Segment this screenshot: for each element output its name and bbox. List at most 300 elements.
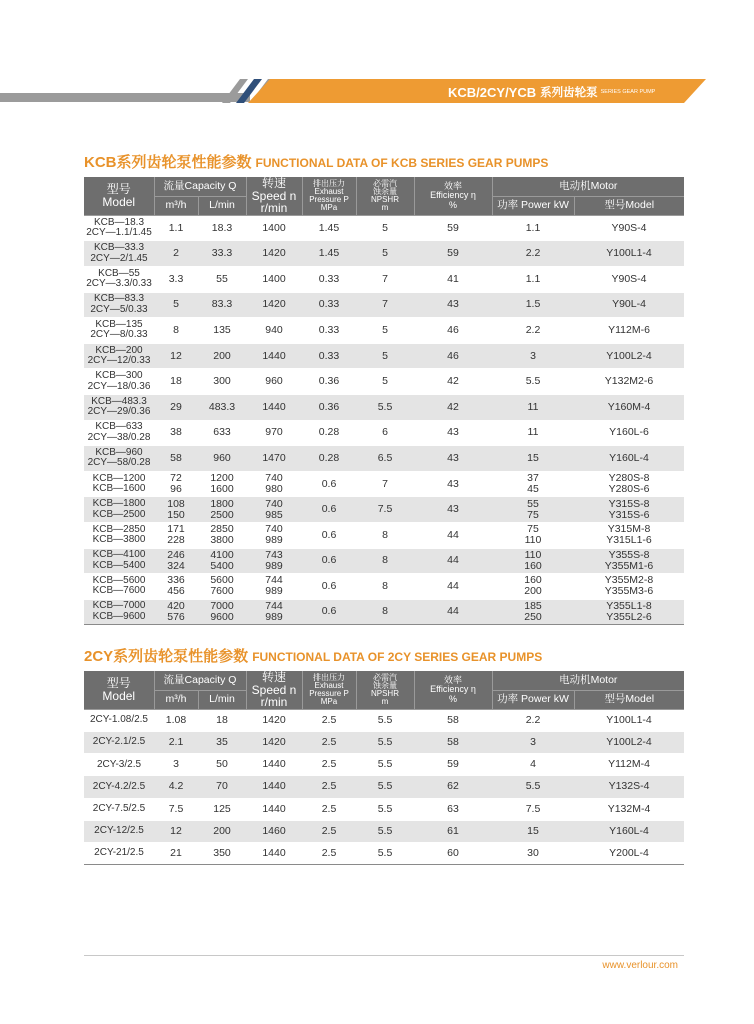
cell-lmin [198,215,246,241]
col-pressure: 排出压力 Exhaust Pressure P MPa [302,177,356,215]
cell-speed [246,420,302,446]
cell-pressure: 0.6 [302,599,356,625]
cell-line: Y100L2-4 [606,736,652,749]
cell-eff: 58 [414,731,492,753]
cell-m3h [154,548,198,574]
cell-motor [574,776,684,798]
cell-eff: 42 [414,394,492,420]
cell-npshr: 5.5 [356,798,414,820]
cell-line: Y90S-4 [611,272,647,285]
cell-speed [246,754,302,776]
cell-line: 2.2 [525,713,541,726]
col-npshr: 必需汽 蚀余量 NPSHR m [356,671,414,709]
cell-power [492,420,574,446]
kcb-data-table [84,177,684,625]
cell-power [492,369,574,395]
cell-model [84,754,154,776]
cell-line: 3 [173,758,179,771]
cell-speed [246,731,302,753]
cell-speed [246,842,302,864]
cell-line: 1420 [262,713,286,726]
cell-line: 18 [216,713,228,726]
cell-line: 1440 [262,802,286,815]
cell-npshr: 5.5 [356,709,414,731]
cell-power [492,754,574,776]
cell-line: 989 [265,534,283,547]
table-row [84,446,684,472]
cell-eff: 44 [414,548,492,574]
cell-line: 11 [527,400,539,413]
cell-line: Y355M1-6 [604,559,654,572]
cell-motor [574,798,684,820]
cell-line: Y315M-8 [607,523,651,536]
cell-npshr: 7.5 [356,497,414,523]
cell-model [84,842,154,864]
cell-m3h [154,709,198,731]
cell-line: Y200L-4 [609,846,649,859]
cell-speed [246,369,302,395]
cell-motor [574,420,684,446]
cell-line: 2 [173,247,179,260]
cell-model [84,420,154,446]
cell-line: 2.2 [525,247,541,260]
cell-line: 633 [213,426,231,439]
col-motor-model: 型号Model [574,690,684,709]
cell-line: Y315S-8 [608,497,650,510]
cell-speed [246,215,302,241]
cell-model [84,497,154,523]
cell-m3h [154,497,198,523]
cell-motor [574,522,684,548]
cell-line: KCB—483.3 [91,395,147,407]
cell-npshr: 8 [356,574,414,600]
cell-line: 30 [527,846,539,859]
cell-line: KCB—4100 [92,549,146,561]
cell-line: 324 [167,559,185,572]
cell-motor [574,215,684,241]
cell-npshr: 5.5 [356,731,414,753]
cell-line: 37 [527,472,539,484]
cell-line: KCB—33.3 [93,242,145,254]
cell-line: Y280S-6 [608,483,650,496]
cell-line: 7600 [210,585,234,598]
cell-eff: 59 [414,754,492,776]
cell-line: 15 [527,451,539,464]
cell-line: 9600 [210,610,234,623]
cell-line: Y160L-6 [609,426,649,439]
cell-speed [246,599,302,625]
cell-pressure: 0.33 [302,318,356,344]
table-row [84,343,684,369]
cell-line: KCB—5400 [92,559,146,571]
cell-eff: 42 [414,369,492,395]
cell-line: 58 [170,451,182,464]
cell-line: 75 [527,523,539,536]
cell-line: 18.3 [211,221,233,234]
cell-m3h [154,369,198,395]
table-row [84,522,684,548]
cell-speed [246,318,302,344]
cell-motor [574,292,684,318]
col-efficiency: 效率 Efficiency η % [414,177,492,215]
col-speed: 转速 Speed n r/min [246,671,302,709]
cell-line: 2CY-2.1/2.5 [92,736,146,748]
col-m3h: m³/h [154,690,198,709]
cell-motor [574,241,684,267]
cell-m3h [154,241,198,267]
cell-line: 75 [527,508,539,521]
cell-model [84,471,154,497]
cell-power [492,497,574,523]
cell-line: 940 [265,323,283,336]
header-title [448,83,656,101]
cell-line: KCB—135 [95,318,143,330]
cell-npshr: 5 [356,318,414,344]
cell-npshr: 5 [356,241,414,267]
cell-model [84,820,154,842]
cell-line: 960 [213,451,231,464]
cell-power [492,266,574,292]
cell-line: 1440 [262,758,286,771]
cell-line: 1420 [262,247,286,260]
cell-speed [246,292,302,318]
cell-lmin [198,709,246,731]
cell-line: 2CY—8/0.33 [90,329,148,341]
cell-line: Y280S-8 [608,472,650,484]
cell-line: Y112M-6 [608,323,650,336]
cell-speed [246,446,302,472]
cy-table-body [84,709,684,864]
cell-line: 7.5 [525,802,541,815]
cell-motor [574,709,684,731]
cell-m3h [154,754,198,776]
cell-power [492,574,574,600]
cell-speed [246,241,302,267]
cell-pressure: 0.6 [302,522,356,548]
table-row [84,731,684,753]
cell-lmin [198,776,246,798]
cell-m3h [154,599,198,625]
cell-eff: 59 [414,241,492,267]
cell-lmin [198,471,246,497]
cell-line: 960 [265,375,283,388]
cell-lmin [198,420,246,446]
cell-line: KCB—1200 [92,472,146,484]
cell-line: 1600 [210,483,234,496]
cell-lmin [198,343,246,369]
cell-line: 12 [170,349,182,362]
cell-power [492,522,574,548]
cell-line: 5400 [210,559,234,572]
cell-line: 2CY-21/2.5 [94,847,144,859]
cell-model [84,574,154,600]
cell-line: 5.5 [525,375,541,388]
cell-eff: 46 [414,318,492,344]
cell-line: KCB—18.3 [93,216,145,228]
cell-eff: 44 [414,599,492,625]
cell-line: Y160L-4 [609,451,649,464]
cell-model [84,548,154,574]
cell-line: Y100L1-4 [606,713,652,726]
cell-line: 33.3 [211,247,233,260]
cell-line: 3 [530,736,536,749]
cell-motor [574,394,684,420]
cell-lmin [198,798,246,820]
cell-npshr: 6 [356,420,414,446]
cell-line: 576 [167,610,185,623]
cell-line: 1440 [262,846,286,859]
cell-line: 5600 [210,574,234,587]
cell-line: Y160M-4 [607,400,651,413]
cell-line: 1470 [262,451,286,464]
cell-m3h [154,292,198,318]
cell-speed [246,709,302,731]
table-row [84,842,684,864]
cy-title-en: FUNCTIONAL DATA OF 2CY SERIES GEAR PUMPS [252,650,543,664]
cell-line: KCB—1600 [92,483,146,495]
header-title-cn: 系列齿轮泵 [540,87,598,99]
cell-line: 989 [265,585,283,598]
cell-line: 1200 [210,472,234,484]
cell-m3h [154,574,198,600]
cell-eff: 43 [414,471,492,497]
cell-model [84,709,154,731]
cell-line: 2CY—5/0.33 [90,303,148,315]
cell-model [84,731,154,753]
cell-line: 1.1 [168,221,184,234]
cell-npshr: 8 [356,548,414,574]
cell-pressure: 2.5 [302,842,356,864]
cell-model [84,522,154,548]
cell-npshr: 8 [356,599,414,625]
table-row [84,776,684,798]
cell-pressure: 0.36 [302,394,356,420]
cell-line: 740 [265,497,283,510]
cell-motor [574,497,684,523]
col-capacity: 流量Capacity Q [154,671,246,690]
cell-line: 2CY-4.2/2.5 [92,780,146,792]
cell-pressure: 2.5 [302,798,356,820]
cell-line: 2CY-3/2.5 [96,758,142,770]
cell-speed [246,343,302,369]
col-power: 功率 Power kW [492,196,574,215]
cell-line: Y315L1-6 [606,534,652,547]
header-title-en: KCB/2CY/YCB [448,84,537,100]
cell-m3h [154,522,198,548]
col-capacity: 流量Capacity Q [154,177,246,196]
cell-speed [246,471,302,497]
cell-line: 38 [170,426,182,439]
cell-line: 1420 [262,736,286,749]
cell-speed [246,574,302,600]
cell-power [492,215,574,241]
cell-pressure: 1.45 [302,215,356,241]
col-lmin: L/min [198,690,246,709]
cell-line: Y112M-4 [608,758,650,771]
cell-speed [246,266,302,292]
cell-line: Y355L2-6 [606,610,652,623]
table-row [84,292,684,318]
cell-line: 350 [213,846,231,859]
cell-pressure: 2.5 [302,754,356,776]
col-motor-model: 型号Model [574,196,684,215]
col-efficiency: 效率 Efficiency η % [414,671,492,709]
cell-model [84,394,154,420]
cell-pressure: 0.6 [302,497,356,523]
cell-npshr: 6.5 [356,446,414,472]
cell-lmin [198,497,246,523]
cell-line: Y132M-4 [607,802,651,815]
cell-line: Y90S-4 [611,221,647,234]
cell-speed [246,820,302,842]
cell-line: 4 [530,758,536,771]
cell-m3h [154,266,198,292]
cell-speed [246,394,302,420]
cell-npshr: 7 [356,471,414,497]
col-npshr: 必需汽 蚀余量 NPSHR m [356,177,414,215]
kcb-section-title [84,151,548,172]
cell-pressure: 2.5 [302,776,356,798]
cell-line: KCB—7000 [92,600,146,612]
cell-motor [574,369,684,395]
cell-line: 72 [170,472,182,484]
cell-motor [574,446,684,472]
cell-line: 3 [530,349,536,362]
cell-eff: 63 [414,798,492,820]
cell-npshr: 5 [356,215,414,241]
cell-line: 989 [265,610,283,623]
cell-motor [574,754,684,776]
cell-npshr: 5.5 [356,754,414,776]
cy-section-title [84,645,542,666]
table-row [84,497,684,523]
cell-line: 150 [167,508,185,521]
cell-line: 2CY—58/0.28 [87,457,151,469]
cell-lmin [198,574,246,600]
cell-line: 989 [265,559,283,572]
cell-line: 2CY-7.5/2.5 [92,802,146,814]
cell-line: 228 [167,534,185,547]
header-title-small: SERIES GEAR PUMP [600,89,656,95]
cell-line: 160 [524,574,542,587]
cell-m3h [154,318,198,344]
col-motor: 电动机Motor [492,177,684,196]
cell-eff: 60 [414,842,492,864]
cell-eff: 62 [414,776,492,798]
cell-motor [574,820,684,842]
cell-pressure: 0.36 [302,369,356,395]
cell-line: Y355L1-8 [606,599,652,612]
cell-npshr: 5.5 [356,776,414,798]
cell-pressure: 0.33 [302,292,356,318]
cell-line: 2.2 [525,323,541,336]
col-lmin: L/min [198,196,246,215]
cell-line: 55 [527,497,539,510]
cell-line: 125 [213,802,231,815]
cell-motor [574,318,684,344]
cell-power [492,241,574,267]
cell-line: 2CY—3.3/0.33 [86,278,152,290]
cell-line: 250 [524,610,542,623]
cell-m3h [154,842,198,864]
cell-line: 1440 [262,400,286,413]
table-row [84,574,684,600]
cell-line: 743 [265,548,283,561]
cell-pressure: 0.33 [302,266,356,292]
cell-m3h [154,820,198,842]
cell-line: 2850 [210,523,234,536]
cell-model [84,318,154,344]
cell-line: 35 [216,736,228,749]
cell-line: 2CY—12/0.33 [87,355,151,367]
footer-divider [84,955,684,956]
cy-data-table [84,671,684,865]
cell-line: 1460 [262,824,286,837]
cell-eff: 43 [414,292,492,318]
cell-line: KCB—9600 [92,610,146,622]
cell-motor [574,266,684,292]
cell-motor [574,574,684,600]
cell-line: 336 [167,574,185,587]
cell-line: KCB—55 [98,267,140,279]
table-row [84,599,684,625]
cell-npshr: 5 [356,343,414,369]
cell-model [84,215,154,241]
header-gray-bar [0,93,250,102]
cell-line: 8 [173,323,179,336]
table-row [84,548,684,574]
cell-line: KCB—633 [95,421,143,433]
cell-model [84,292,154,318]
cell-line: 4100 [210,548,234,561]
cell-line: 1800 [210,497,234,510]
cell-lmin [198,369,246,395]
cell-model [84,776,154,798]
cell-eff: 41 [414,266,492,292]
cell-speed [246,497,302,523]
cell-m3h [154,471,198,497]
cell-speed [246,798,302,820]
cell-line: KCB—7600 [92,585,146,597]
cell-line: 185 [524,599,542,612]
cell-line: KCB—300 [95,370,143,382]
table-row [84,471,684,497]
cell-lmin [198,820,246,842]
cell-line: KCB—960 [95,446,143,458]
cell-m3h [154,343,198,369]
cell-line: KCB—2850 [92,523,146,535]
cell-motor [574,731,684,753]
cell-line: Y160L-4 [609,824,649,837]
cell-line: 2CY—29/0.36 [87,406,151,418]
cell-eff: 59 [414,215,492,241]
cell-power [492,343,574,369]
cell-line: Y355M2-8 [604,574,654,587]
table-row [84,318,684,344]
cell-line: Y100L2-4 [606,349,652,362]
col-speed: 转速 Speed n r/min [246,177,302,215]
cell-m3h [154,731,198,753]
cell-power [492,731,574,753]
footer-url: www.verlour.com [602,960,678,971]
table-row [84,266,684,292]
cell-npshr: 7 [356,292,414,318]
col-model: 型号 Model [84,671,154,709]
table-row [84,820,684,842]
cell-npshr: 5 [356,369,414,395]
cell-power [492,318,574,344]
cell-line: 18 [170,375,182,388]
